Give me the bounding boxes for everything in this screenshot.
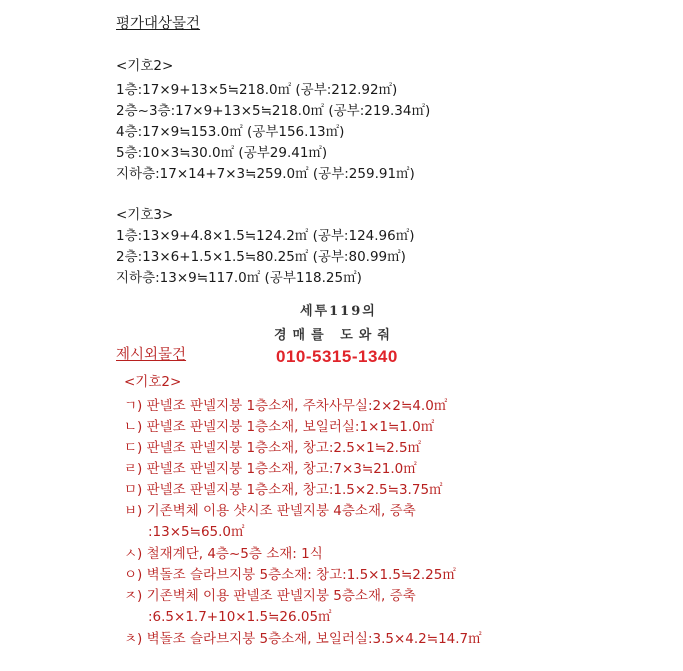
excluded-item: ㅇ) 벽돌조 슬라브지붕 5층소재: 창고:1.5×1.5≒2.25㎡ xyxy=(124,567,456,583)
floor-line: 1층:17×9+13×5≒218.0㎡ (공부:212.92㎡) xyxy=(116,82,398,98)
excluded-item: ㄷ) 판넬조 판넬지붕 1층소재, 창고:2.5×1≒2.5㎡ xyxy=(124,440,422,456)
excluded-title: 제시외물건 xyxy=(116,347,187,363)
floor-line: 지하층:13×9≒117.0㎡ (공부118.25㎡) xyxy=(116,270,362,286)
floor-line: 2층:13×6+1.5×1.5≒80.25㎡ (공부:80.99㎡) xyxy=(116,249,406,265)
excluded-header: <기호2> xyxy=(124,374,182,390)
section-title: 평가대상물건 xyxy=(116,16,201,32)
floor-line: 1층:13×9+4.8×1.5≒124.2㎡ (공부:124.96㎡) xyxy=(116,228,415,244)
excluded-item: ㄴ) 판넬조 판넬지붕 1층소재, 보일러실:1×1≒1.0㎡ xyxy=(124,419,435,435)
watermark-phone: 010-5315-1340 xyxy=(276,347,398,366)
excluded-item: ㅅ) 철재계단, 4층~5층 소재: 1식 xyxy=(124,546,323,562)
watermark-line1: 세투119의 xyxy=(300,304,377,319)
excluded-item: ㅊ) 벽돌조 슬라브지붕 5층소재, 보일러실:3.5×4.2≒14.7㎡ xyxy=(124,631,482,647)
excluded-item: ㅁ) 판넬조 판넬지붕 1층소재, 창고:1.5×2.5≒3.75㎡ xyxy=(124,482,443,498)
floor-line: 지하층:17×14+7×3≒259.0㎡ (공부:259.91㎡) xyxy=(116,166,415,182)
watermark-line2: 경매를 도와줘 xyxy=(274,328,396,343)
excluded-item: ㄹ) 판넬조 판넬지붕 1층소재, 창고:7×3≒21.0㎡ xyxy=(124,461,417,477)
excluded-item: ㄱ) 판넬조 판넬지붕 1층소재, 주차사무실:2×2≒4.0㎡ xyxy=(124,398,448,414)
floor-line: 5층:10×3≒30.0㎡ (공부29.41㎡) xyxy=(116,145,328,161)
excluded-item-continued: :13×5≒65.0㎡ xyxy=(148,524,245,540)
excluded-item: ㅈ) 기존벽체 이용 판넬조 판넬지붕 5층소재, 증축 xyxy=(124,588,416,604)
excluded-item-continued: :6.5×1.7+10×1.5≒26.05㎡ xyxy=(148,609,332,625)
floor-line: 4층:17×9≒153.0㎡ (공부156.13㎡) xyxy=(116,124,345,140)
floor-line: 2층~3층:17×9+13×5≒218.0㎡ (공부:219.34㎡) xyxy=(116,103,431,119)
group-header: <기호3> xyxy=(116,207,174,223)
excluded-item: ㅂ) 기존벽체 이용 샷시조 판넬지붕 4층소재, 증축 xyxy=(124,503,416,519)
group-header: <기호2> xyxy=(116,58,174,74)
